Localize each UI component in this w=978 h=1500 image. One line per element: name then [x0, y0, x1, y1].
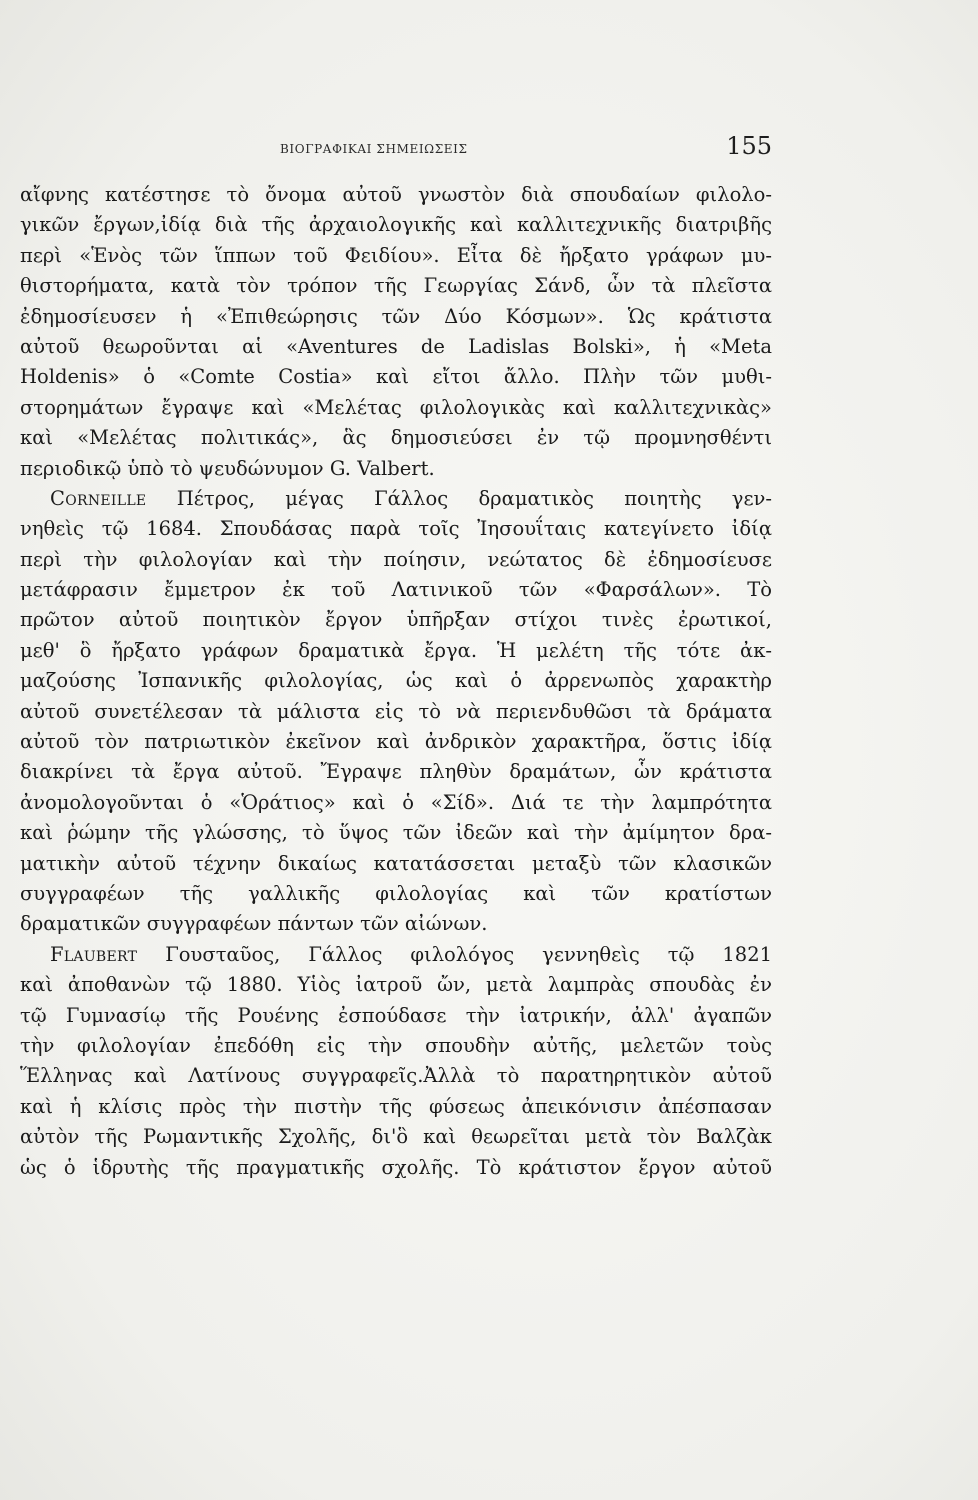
text-line: περὶ «Ἑνὸς τῶν ἵππων τοῦ Φειδίου». Εἶτα δὲ ἤρξατο γράφων μυ- [20, 243, 772, 267]
entry-first-line [20, 940, 772, 970]
paragraph-about-valbert [20, 180, 772, 484]
text-line: μετάφρασιν ἔμμετρον ἐκ τοῦ Λατινικοῦ τῶν «Φαρσάλων». Τὸ [20, 578, 772, 602]
text-line: ἀνομολογοῦνται ὁ «Ὁράτιος» καὶ ὁ «Σίδ». Διά τε τὴν λαμπρότητα [20, 790, 772, 814]
text-line: θιστορήματα, κατὰ τὸν τρόπον τῆς Γεωργίας Σάνδ, ὧν τὰ πλεῖστα [20, 274, 772, 298]
text-line: νηθεὶς τῷ 1684. Σπουδάσας παρὰ τοῖς Ἰησουΐταις κατεγίνετο ἰδίᾳ [20, 517, 772, 541]
text-line: τῷ Γυμνασίῳ τῆς Ρουένης ἐσπούδασε τὴν ἰατρικήν, ἀλλ' ἀγαπῶν [20, 1003, 772, 1027]
text-line: Holdenis» ὁ «Comte Costia» καὶ εἴτοι ἄλλο. Πλὴν τῶν μυθι- [20, 365, 772, 389]
text-line: αἴφνης κατέστησε τὸ ὄνομα αὐτοῦ γνωστὸν διὰ σπουδαίων φιλολο- [20, 183, 772, 206]
text-line: μαζούσης Ἰσπανικῆς φιλολογίας, ὡς καὶ ὁ ἀρρενωπὸς χαρακτὴρ [20, 669, 772, 693]
text-line: περιοδικῷ ὑπὸ τὸ ψευδώνυμον G. Valbert. [20, 456, 435, 480]
text-line: αὐτοῦ θεωροῦνται αἱ «Aventures de Ladislas Bolski», ἡ «Meta [20, 334, 772, 358]
text-line: αὐτὸν τῆς Ρωμαντικῆς Σχολῆς, δι'ὃ καὶ θεωρεῖται μετὰ τὸν Βαλζὰκ [20, 1125, 772, 1149]
text-line: καὶ ἡ κλίσις πρὸς τὴν πιστὴν τῆς φύσεως ἀπεικόνισιν ἀπέσπασαν [20, 1094, 772, 1118]
body-text [20, 180, 772, 1183]
text-span: Γουσταῦος, Γάλλος φιλολόγος γεννηθεὶς τῷ 1821 [165, 942, 772, 966]
entry-flaubert [20, 940, 772, 1183]
text-line: περὶ τὴν φιλολογίαν καὶ τὴν ποίησιν, νεώτατος δὲ ἐδημοσίευσε [20, 547, 772, 571]
text-line: ἐδημοσίευσεν ἡ «Ἐπιθεώρησις τῶν Δύο Κόσμων». Ὡς κράτιστα [20, 304, 772, 328]
text-line: μεθ' ὃ ἤρξατο γράφων δραματικὰ ἔργα. Ἡ μελέτη τῆς τότε ἀκ- [20, 638, 772, 662]
text-line: καὶ ἀποθανὼν τῷ 1880. Υἱὸς ἰατροῦ ὤν, μετὰ λαμπρὰς σπουδὰς ἐν [20, 973, 772, 997]
text-line: Ἕλληνας καὶ Λατίνους συγγραφεῖς.Ἀλλὰ τὸ παρατηρητικὸν αὐτοῦ [20, 1064, 772, 1088]
page-number: 155 [726, 132, 772, 160]
text-line: τὴν φιλολογίαν ἐπεδόθη εἰς τὴν σπουδὴν αὐτῆς, μελετῶν τοὺς [20, 1033, 772, 1057]
page-header [160, 132, 772, 172]
text-line: ὡς ὁ ἱδρυτὴς τῆς πραγματικῆς σχολῆς. Τὸ κράτιστον ἔργον αὐτοῦ [20, 1155, 772, 1179]
running-head: ΒΙΟΓΡΑΦΙΚΑΙ ΣΗΜΕΙΩΣΕΙΣ [280, 142, 468, 156]
text-line: διακρίνει τὰ ἔργα αὐτοῦ. Ἔγραψε πληθὺν δραμάτων, ὧν κράτιστα [20, 760, 772, 784]
text-line: πρῶτον αὐτοῦ ποιητικὸν ἔργον ὑπῆρξαν στίχοι τινὲς ἐρωτικοί, [20, 608, 772, 632]
text-line: δραματικῶν συγγραφέων πάντων τῶν αἰώνων. [20, 912, 488, 936]
text-line: καὶ ῥώμην τῆς γλώσσης, τὸ ὕψος τῶν ἰδεῶν καὶ τὴν ἀμίμητον δρα- [20, 821, 772, 845]
text-line: ματικὴν αὐτοῦ τέχνην δικαίως κατατάσσεται μεταξὺ τῶν κλασικῶν [20, 851, 772, 875]
entry-first-line [20, 484, 772, 514]
entry-corneille [20, 484, 772, 940]
text-line: αὐτοῦ συνετέλεσαν τὰ μάλιστα εἰς τὸ νὰ περιενδυθῶσι τὰ δράματα [20, 699, 772, 723]
entry-name: Corneille [50, 486, 147, 510]
text-line: καὶ «Μελέτας πολιτικάς», ἃς δημοσιεύσει ἐν τῷ προμνησθέντι [20, 426, 772, 450]
entry-name: Flaubert [50, 942, 138, 966]
text-line: συγγραφέων τῆς γαλλικῆς φιλολογίας καὶ τῶν κρατίστων [20, 881, 772, 905]
text-line: αὐτοῦ τὸν πατριωτικὸν ἐκεῖνον καὶ ἀνδρικὸν χαρακτῆρα, ὅστις ἰδίᾳ [20, 730, 772, 754]
text-span: Πέτρος, μέγας Γάλλος δραματικὸς ποιητὴς γεν- [176, 486, 772, 510]
text-line: στορημάτων ἔγραψε καὶ «Μελέτας φιλολογικὰς καὶ καλλιτεχνικὰς» [20, 395, 772, 419]
text-line: γικῶν ἔργων,ἰδίᾳ διὰ τῆς ἀρχαιολογικῆς καὶ καλλιτεχνικῆς διατριβῆς [20, 213, 772, 237]
